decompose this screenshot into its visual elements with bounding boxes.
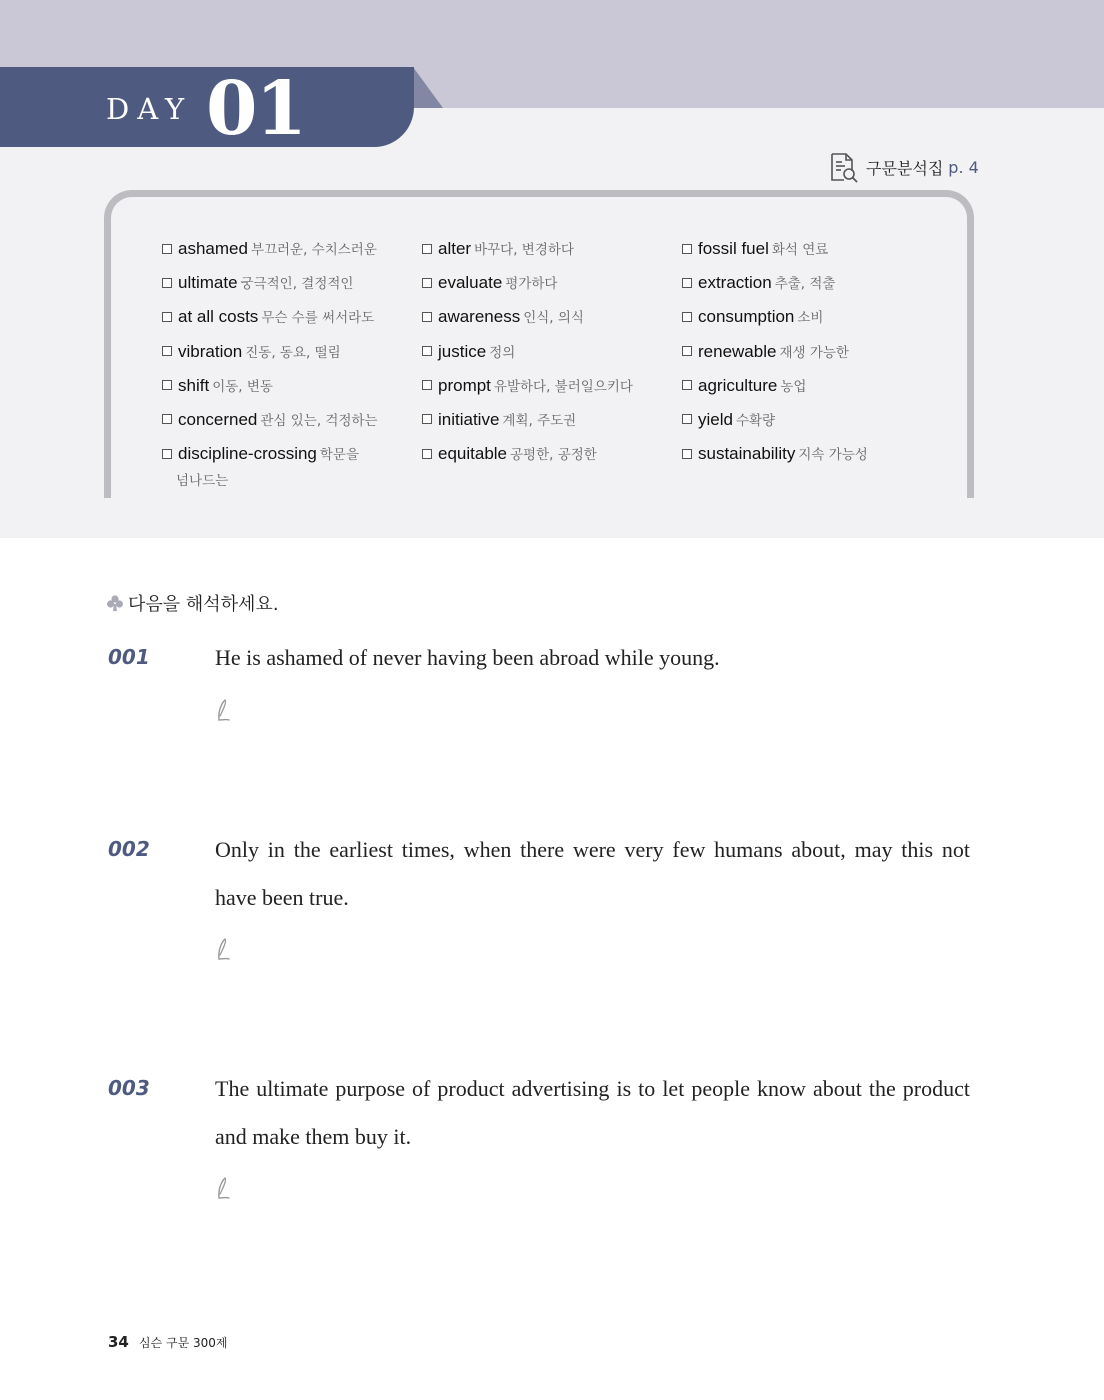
checkbox-icon xyxy=(162,414,172,424)
vocab-column-2 xyxy=(422,238,662,477)
checkbox-icon xyxy=(162,380,172,390)
book-title: 심슨 구문 300제 xyxy=(139,1336,228,1350)
checkbox-icon xyxy=(422,346,432,356)
checkbox-icon xyxy=(682,449,692,459)
checkbox-icon xyxy=(422,278,432,288)
checkbox-icon xyxy=(162,312,172,322)
day-number: 01 xyxy=(206,66,305,152)
pen-icon xyxy=(214,937,232,963)
vocab-item: concerned 관심 있는, 걱정하는 xyxy=(162,409,402,443)
checkbox-icon xyxy=(682,244,692,254)
checkbox-icon xyxy=(162,278,172,288)
pen-icon xyxy=(214,698,232,724)
vocab-column-1 xyxy=(162,238,402,492)
checkbox-icon xyxy=(422,312,432,322)
vocab-item: justice 정의 xyxy=(422,341,662,375)
vocab-item: consumption 소비 xyxy=(682,306,922,340)
instruction xyxy=(106,590,279,616)
vocab-item: shift 이동, 변동 xyxy=(162,375,402,409)
checkbox-icon xyxy=(422,414,432,424)
checkbox-icon xyxy=(682,346,692,356)
vocab-column-3 xyxy=(682,238,922,477)
checkbox-icon xyxy=(422,244,432,254)
vocab-item: agriculture 농업 xyxy=(682,375,922,409)
day-label: DAY xyxy=(106,92,193,126)
question-number: 003 xyxy=(108,1076,150,1100)
vocab-item: discipline-crossing 학문을 넘나드는 xyxy=(162,443,402,492)
checkbox-icon xyxy=(682,380,692,390)
question-number: 002 xyxy=(108,837,150,861)
checkbox-icon xyxy=(422,380,432,390)
instruction-text: 다음을 해석하세요. xyxy=(128,594,279,615)
checkbox-icon xyxy=(682,414,692,424)
vocab-item: fossil fuel 화석 연료 xyxy=(682,238,922,272)
checkbox-icon xyxy=(162,244,172,254)
vocab-item: ultimate 궁극적인, 결정적인 xyxy=(162,272,402,306)
page-number: 34 xyxy=(108,1333,129,1351)
vocab-item: awareness 인식, 의식 xyxy=(422,306,662,340)
checkbox-icon xyxy=(682,278,692,288)
vocab-item: initiative 계획, 주도권 xyxy=(422,409,662,443)
reference-label: 구문분석집 xyxy=(866,158,944,178)
question-number: 001 xyxy=(108,645,150,669)
question-text: Only in the earliest times, when there were very few humans about, may this not have been true. xyxy=(215,837,970,910)
vocab-item: renewable 재생 가능한 xyxy=(682,341,922,375)
document-search-icon xyxy=(828,151,860,183)
vocab-item: vibration 진동, 동요, 떨림 xyxy=(162,341,402,375)
vocab-item: ashamed 부끄러운, 수치스러운 xyxy=(162,238,402,272)
vocab-item: evaluate 평가하다 xyxy=(422,272,662,306)
checkbox-icon xyxy=(422,449,432,459)
reference-link xyxy=(828,150,979,184)
question-text: He is ashamed of never having been abroad while young. xyxy=(215,645,720,670)
checkbox-icon xyxy=(682,312,692,322)
vocab-item: alter 바꾸다, 변경하다 xyxy=(422,238,662,272)
question-text: The ultimate purpose of product advertising is to let people know about the product and make them buy it. xyxy=(215,1076,970,1149)
vocab-item: yield 수확량 xyxy=(682,409,922,443)
club-icon xyxy=(106,594,124,612)
checkbox-icon xyxy=(162,346,172,356)
vocab-item: sustainability 지속 가능성 xyxy=(682,443,922,477)
vocab-item: extraction 추출, 적출 xyxy=(682,272,922,306)
vocab-item: prompt 유발하다, 불러일으키다 xyxy=(422,375,662,409)
pen-icon xyxy=(214,1176,232,1202)
vocab-item: at all costs 무슨 수를 써서라도 xyxy=(162,306,402,340)
vocab-item: equitable 공평한, 공정한 xyxy=(422,443,662,477)
reference-page: p. 4 xyxy=(948,157,979,177)
checkbox-icon xyxy=(162,449,172,459)
